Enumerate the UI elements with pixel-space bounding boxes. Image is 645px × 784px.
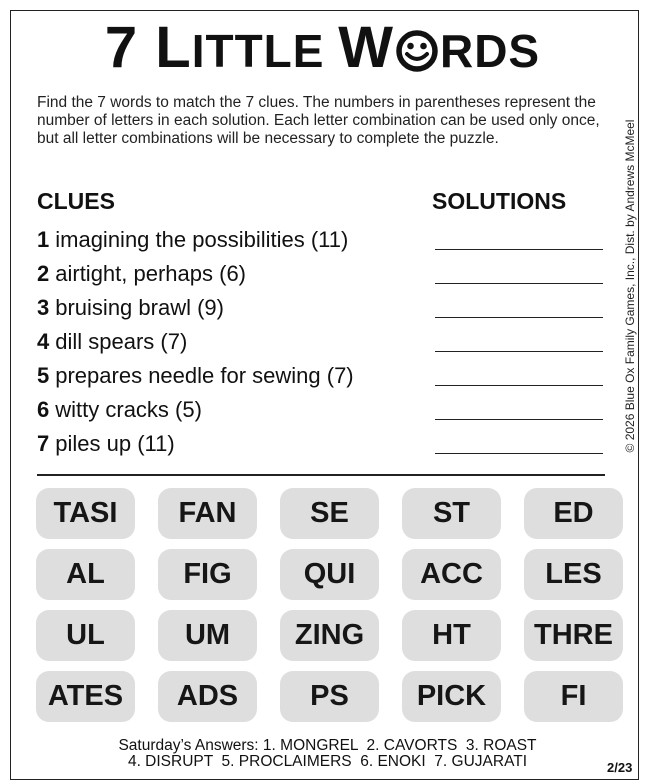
letter-tile[interactable]: ZING (280, 610, 379, 661)
solution-blank[interactable] (435, 317, 603, 318)
solution-blank[interactable] (435, 453, 603, 454)
letter-tile[interactable]: ATES (36, 671, 135, 722)
clue-row (37, 427, 612, 461)
previous-answers (0, 738, 645, 770)
clue-number: 4 (37, 329, 50, 354)
clue-list (37, 223, 612, 461)
clue-text: witty cracks (5) (55, 397, 202, 422)
letter-tile[interactable]: HT (402, 610, 501, 661)
clue-row (37, 223, 612, 257)
clue-number: 7 (37, 431, 50, 456)
previous-answers-line-1: Saturday’s Answers: 1. MONGREL 2. CAVORTS 3. ROAST (118, 737, 537, 754)
clues-header: CLUES (37, 188, 115, 214)
solution-blank[interactable] (435, 419, 603, 420)
clue-row (37, 393, 612, 427)
letter-tile[interactable]: PICK (402, 671, 501, 722)
clue-number: 6 (37, 397, 50, 422)
letter-tile[interactable]: QUI (280, 549, 379, 600)
clue-number: 3 (37, 295, 50, 320)
solutions-header: SOLUTIONS (432, 188, 567, 214)
letter-tile[interactable]: UM (158, 610, 257, 661)
letter-tile[interactable]: FIG (158, 549, 257, 600)
letter-tile-grid (36, 488, 624, 722)
solution-blank[interactable] (435, 249, 603, 250)
letter-tile[interactable]: FAN (158, 488, 257, 539)
clue-row (37, 257, 612, 291)
clue-row (37, 359, 612, 393)
letter-tile[interactable]: AL (36, 549, 135, 600)
clue-number: 5 (37, 363, 50, 388)
letter-tile[interactable]: ST (402, 488, 501, 539)
clue-text: dill spears (7) (55, 329, 188, 354)
section-divider (37, 474, 605, 476)
clue-text: airtight, perhaps (6) (55, 261, 247, 286)
letter-tile[interactable]: ADS (158, 671, 257, 722)
previous-answers-line-2: 4. DISRUPT 5. PROCLAIMERS 6. ENOKI 7. GUJARATI (127, 753, 528, 770)
clue-text: piles up (11) (55, 431, 175, 456)
clue-text: prepares needle for sewing (7) (55, 363, 354, 388)
letter-tile[interactable]: FI (524, 671, 623, 722)
clue-row (37, 291, 612, 325)
clue-text: imagining the possibilities (11) (55, 227, 349, 252)
letter-tile[interactable]: UL (36, 610, 135, 661)
letter-tile[interactable]: SE (280, 488, 379, 539)
letter-tile[interactable]: LES (524, 549, 623, 600)
clue-number: 2 (37, 261, 50, 286)
clue-row (37, 325, 612, 359)
solution-blank[interactable] (435, 385, 603, 386)
puzzle-title: 7 LITTLE W RDS (0, 16, 645, 86)
solution-blank[interactable] (435, 351, 603, 352)
letter-tile[interactable]: ACC (402, 549, 501, 600)
letter-tile[interactable]: ED (524, 488, 623, 539)
solution-blank[interactable] (435, 283, 603, 284)
letter-tile[interactable]: TASI (36, 488, 135, 539)
letter-tile[interactable]: PS (280, 671, 379, 722)
smiley-icon (395, 22, 439, 86)
page-number: 2/23 (607, 760, 633, 775)
instructions-text: Find the 7 words to match the 7 clues. The numbers in parentheses represent the number of letters in each solution. Each letter combination can be used only once, but all letter combinations will be necessary to complete the puzzle. (37, 94, 600, 147)
clue-text: bruising brawl (9) (55, 295, 224, 320)
letter-tile[interactable]: THRE (524, 610, 623, 661)
clue-number: 1 (37, 227, 50, 252)
